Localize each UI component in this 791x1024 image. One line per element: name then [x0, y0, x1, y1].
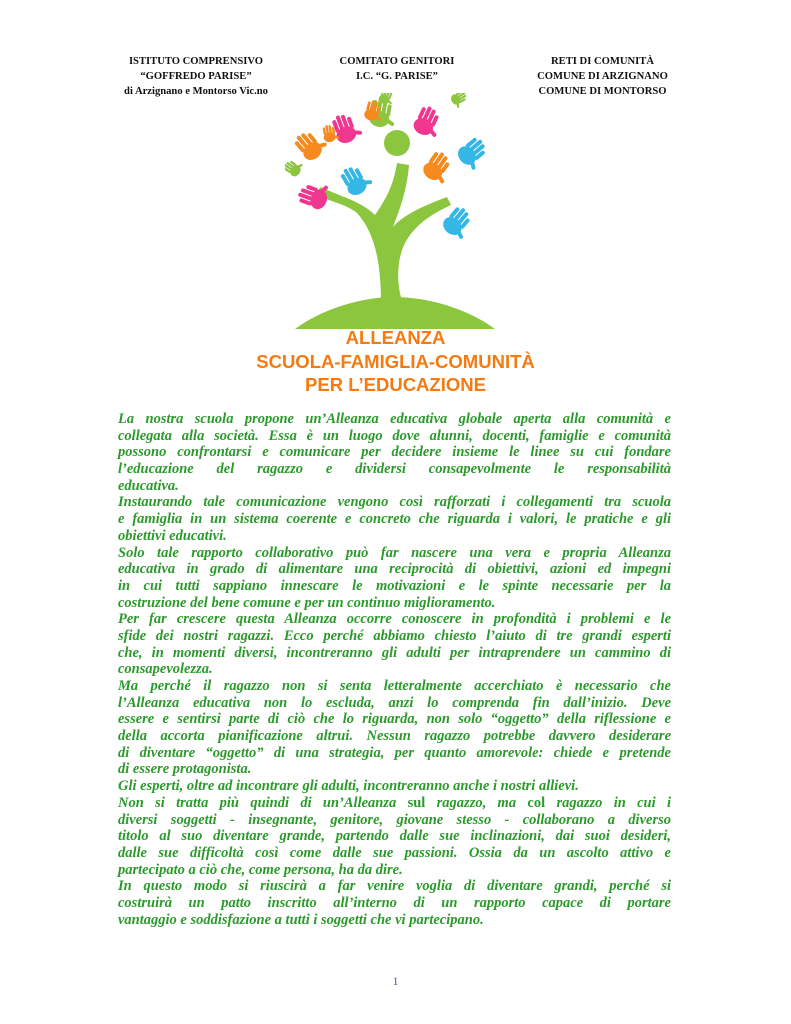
body-line: della accorta pianificazione altrui. Nessun ragazzo potrebbe davvero desiderare	[118, 728, 671, 745]
emphasis-word: sul	[407, 794, 426, 811]
header-left-line: “GOFFREDO PARISE”	[140, 71, 252, 82]
body-line: e famiglia in un sistema coerente e concreto che riguarda i valori, le pratiche e gli	[118, 511, 671, 528]
body-line: In questo modo si riuscirà a far venire voglia di diventare grandi, perché si	[118, 878, 671, 895]
title-line-3: PER L’EDUCAZIONE	[305, 374, 486, 395]
body-line: educativa in grado di alimentare una reciprocità di obiettivi, azioni ed impegni	[118, 561, 671, 578]
header-left-line: di Arzignano e Montorso Vic.no	[124, 86, 268, 97]
body-line: diversi soggetti - insegnante, genitore, giovane stesso - collaborano a diverso	[118, 811, 671, 828]
body-line: Instaurando tale comunicazione vengono così rafforzati i collegamenti tra scuola	[118, 494, 671, 511]
body-line: collegata alla società. Essa è un luogo dove alunni, docenti, famiglie e comunità	[118, 427, 671, 444]
body-line: costruirà un patto inscritto all’interno di un rapporto capace di portare	[118, 894, 671, 911]
body-line: obiettivi educativi.	[118, 527, 227, 544]
tree-of-hands-icon	[285, 93, 503, 329]
body-line: educativa.	[118, 477, 179, 494]
body-line: possono confrontarsi e comunicare per decidere insieme le linee su cui fondare	[118, 444, 671, 461]
body-line: di diventare “oggetto” di una strategia, per quanto amorevole: chiede e pretende	[118, 744, 671, 761]
body-line	[118, 795, 671, 812]
header-left-line: ISTITUTO COMPRENSIVO	[128, 56, 264, 67]
header-center-line: COMITATO GENITORI	[339, 56, 455, 67]
body-text	[118, 411, 671, 928]
body-line: titolo al suo diventare grande, partendo dalle sue inclinazioni, dai suoi desideri,	[118, 828, 671, 845]
body-line: La nostra scuola propone un’Alleanza educativa globale aperta alla comunità e	[118, 411, 671, 427]
header-right-line: COMUNE DI MONTORSO	[538, 86, 667, 97]
body-span: Non si tratta più quindi di un’Alleanza	[118, 794, 408, 811]
body-line: l’Alleanza educativa non lo escluda, anzi lo comprenda fin dall’inizio. Deve	[118, 694, 671, 711]
body-span: ragazzo in cui i	[545, 794, 671, 811]
body-line: Ma perché il ragazzo non si senta letteralmente accerchiato è necessario che	[118, 678, 671, 694]
body-span: ragazzo, ma	[425, 794, 528, 811]
body-line: l’educazione del ragazzo e dividersi consapevolmente le responsabilità	[118, 461, 671, 478]
header-left	[92, 54, 300, 99]
body-line: essere e sentirsi parte di ciò che lo riguarda, non solo “oggetto” della riflessione e	[118, 711, 671, 728]
emphasis-word: col	[527, 794, 546, 811]
body-line: Per far crescere questa Alleanza occorre conoscere in profondità i problemi e le	[118, 611, 671, 628]
body-line: consapevolezza.	[118, 661, 213, 678]
header-center	[322, 54, 472, 84]
body-line: in cui tutti sappiano innescare le motivazioni e le spinte necessarie per la	[118, 577, 671, 594]
body-line: Gli esperti, oltre ad incontrare gli adulti, incontreranno anche i nostri allievi.	[118, 778, 579, 795]
header-center-line: I.C. “G. PARISE”	[356, 71, 438, 82]
body-line: costruzione del bene comune e per un continuo miglioramento.	[118, 594, 496, 611]
body-line: sfide dei nostri ragazzi. Ecco perché abbiamo chiesto l’aiuto di tre grandi esperti	[118, 627, 671, 644]
header-right-line: COMUNE DI ARZIGNANO	[537, 71, 668, 82]
header-right-line: RETI DI COMUNITÀ	[550, 56, 654, 67]
page-number: 1	[392, 974, 399, 988]
body-line: Solo tale rapporto collaborativo può far nascere una vera e propria Alleanza	[118, 544, 671, 561]
body-line: dalle sue difficoltà così come dalle sue passioni. Ossia da un ascolto attivo e	[118, 844, 671, 861]
body-line: partecipato a ciò che, come persona, ha da dire.	[118, 861, 403, 878]
header-right	[505, 54, 700, 99]
title-line-1: ALLEANZA	[345, 327, 446, 348]
title-line-2: SCUOLA-FAMIGLIA-COMUNITÀ	[256, 351, 535, 372]
body-line: di essere protagonista.	[118, 761, 252, 778]
body-line: vantaggio e soddisfazione a tutti i soggetti che vi partecipano.	[118, 911, 484, 928]
body-line: che, in momenti diversi, incontreranno gli adulti per intraprendere un cammino di	[118, 644, 671, 661]
